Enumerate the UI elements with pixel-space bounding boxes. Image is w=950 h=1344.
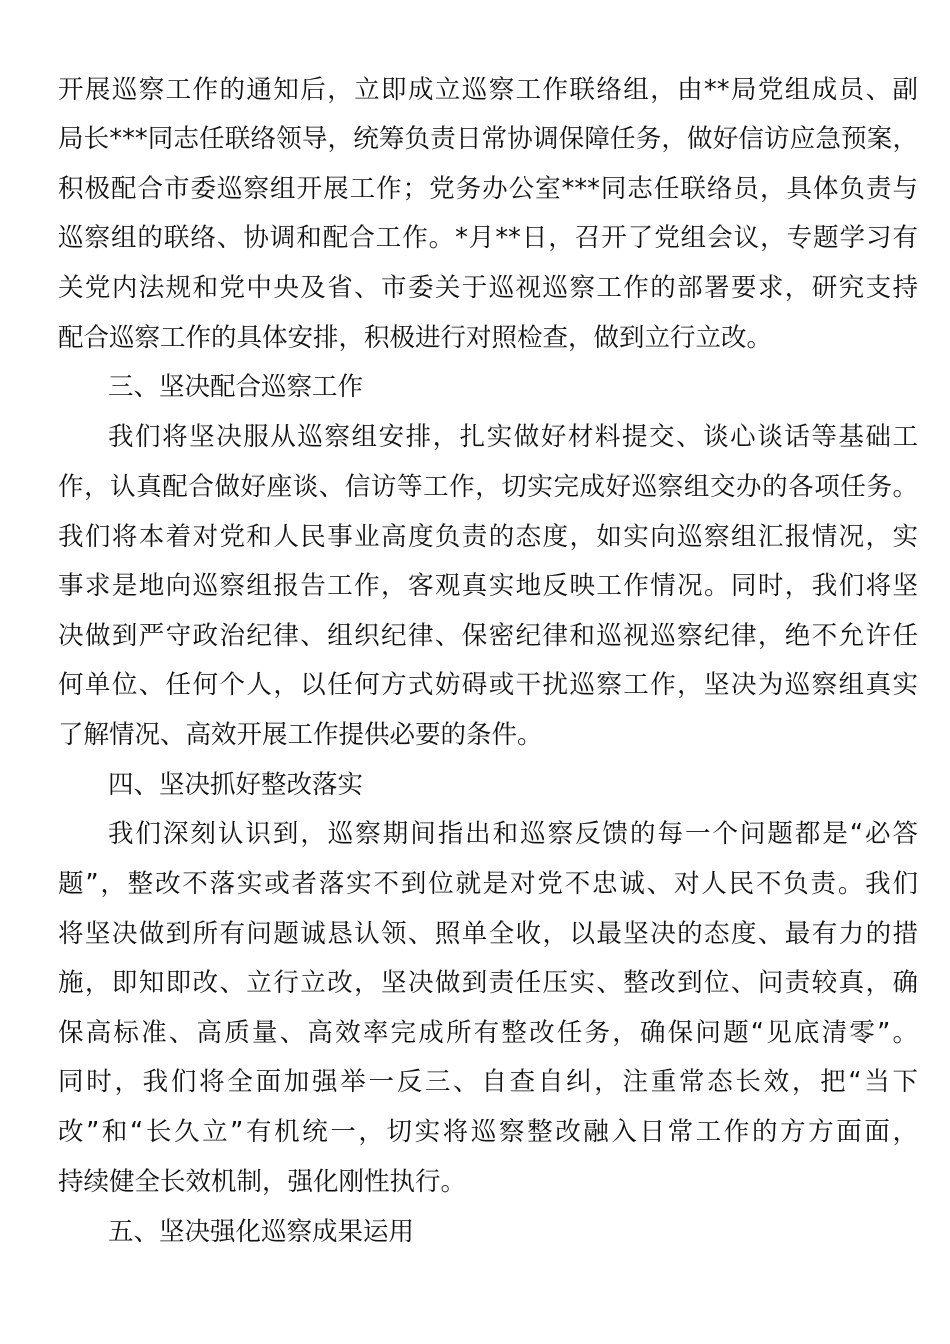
paragraph-line: 改”和“长久立”有机统一，切实将巡察整改融入日常工作的方方面面， [58, 1117, 918, 1147]
paragraph-line: 事求是地向巡察组报告工作，客观真实地反映工作情况。同时，我们将坚 [58, 571, 918, 601]
paragraph-line: 积极配合市委巡察组开展工作；党务办公室***同志任联络员，具体负责与 [58, 174, 918, 204]
paragraph-line: 何单位、任何个人，以任何方式妨碍或干扰巡察工作，坚决为巡察组真实 [58, 670, 918, 700]
paragraph-line: 题”，整改不落实或者落实不到位就是对党不忠诚、对人民不负责。我们 [58, 869, 918, 899]
section-heading-5: 五、坚决强化巡察成果运用 [108, 1217, 415, 1247]
paragraph-line: 施，即知即改、立行立改，坚决做到责任压实、整改到位、问责较真，确 [58, 968, 918, 998]
paragraph-line: 决做到严守政治纪律、组织纪律、保密纪律和巡视巡察纪律，绝不允许任 [58, 621, 918, 651]
section-heading-4: 四、坚决抓好整改落实 [108, 770, 364, 800]
paragraph-line: 将坚决做到所有问题诚恳认领、照单全收，以最坚决的态度、最有力的措 [58, 919, 918, 949]
paragraph-line: 我们深刻认识到，巡察期间指出和巡察反馈的每一个问题都是“必答 [108, 819, 918, 849]
paragraph-line: 保高标准、高质量、高效率完成所有整改任务，确保问题“见底清零”。 [58, 1018, 918, 1048]
paragraph-line: 巡察组的联络、协调和配合工作。*月**日，召开了党组会议，专题学习有 [58, 223, 918, 253]
paragraph-line: 开展巡察工作的通知后，立即成立巡察工作联络组，由**局党组成员、副 [58, 75, 918, 105]
paragraph-line: 同时，我们将全面加强举一反三、自查自纠，注重常态长效，把“当下 [58, 1067, 918, 1097]
section-heading-3: 三、坚决配合巡察工作 [108, 372, 364, 402]
paragraph-line: 持续健全长效机制，强化刚性执行。 [58, 1167, 467, 1197]
paragraph-line: 局长***同志任联络领导，统筹负责日常协调保障任务，做好信访应急预案， [58, 124, 918, 154]
paragraph-line: 我们将本着对党和人民事业高度负责的态度，如实向巡察组汇报情况，实 [58, 522, 918, 552]
paragraph-line: 我们将坚决服从巡察组安排，扎实做好材料提交、谈心谈话等基础工 [108, 422, 918, 452]
paragraph-line: 配合巡察工作的具体安排，积极进行对照检查，做到立行立改。 [58, 323, 773, 353]
paragraph-line: 关党内法规和党中央及省、市委关于巡视巡察工作的部署要求，研究支持 [58, 273, 918, 303]
paragraph-line: 作，认真配合做好座谈、信访等工作，切实完成好巡察组交办的各项任务。 [58, 472, 918, 502]
paragraph-line: 了解情况、高效开展工作提供必要的条件。 [58, 720, 543, 750]
